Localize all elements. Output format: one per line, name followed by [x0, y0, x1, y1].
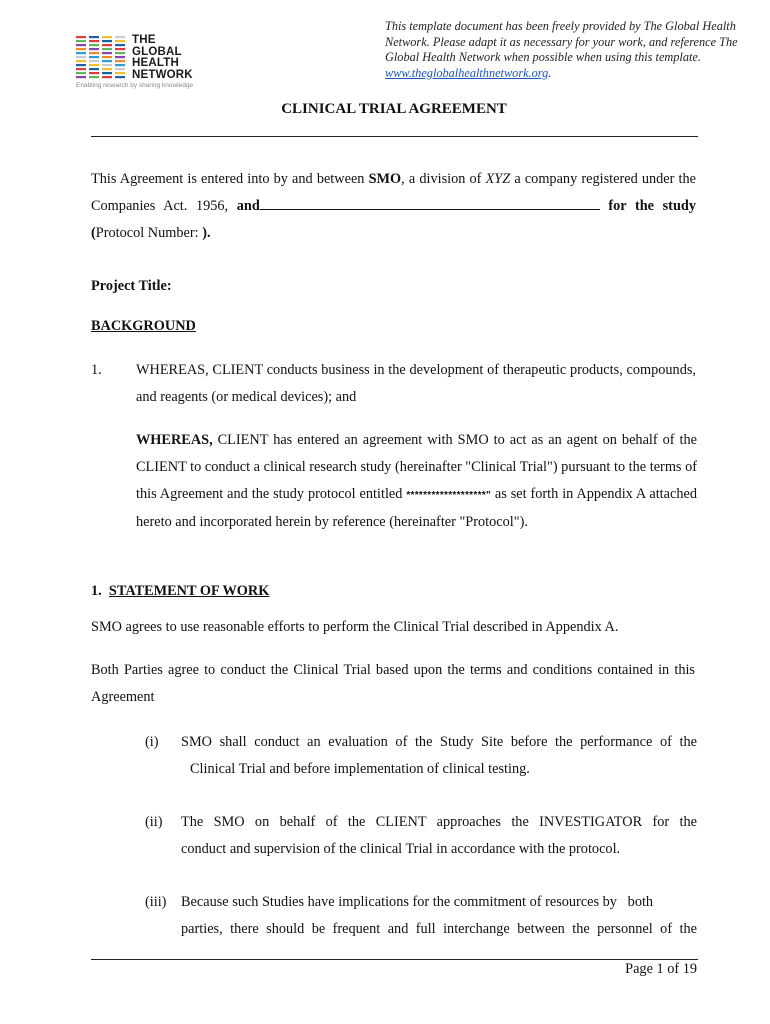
party-blank-field[interactable] [260, 197, 600, 210]
logo-grid-dash [102, 36, 112, 38]
logo-grid-dash [115, 76, 125, 78]
logo-grid-dash [115, 36, 125, 38]
logo-grid-dash [89, 48, 99, 50]
intro-text: a company registered under the Companies Act. 1956, [91, 171, 696, 214]
item-text-line: The SMO on behalf of the CLIENT approaches the INVESTIGATOR for the [181, 814, 697, 830]
logo-grid-icon [76, 36, 128, 80]
intro-paragraph [91, 166, 696, 247]
logo-grid-dash [89, 52, 99, 54]
logo-grid-dash [76, 36, 86, 38]
section-1-heading [91, 578, 269, 605]
logo-line: HEALTH [132, 57, 179, 69]
smo-name: SMO [368, 171, 402, 187]
whereas-2-paragraph [136, 427, 697, 536]
whereas-1-number: 1. [91, 362, 102, 378]
logo-line: GLOBAL [132, 45, 182, 58]
logo-grid-dash [115, 64, 125, 66]
logo-grid-dash [102, 52, 112, 54]
logo-line: NETWORK [132, 68, 193, 81]
logo-grid-dash [115, 60, 125, 62]
logo-grid-dash [76, 72, 86, 74]
page-number: Page 1 of 19 [625, 961, 697, 977]
intro-text: This Agreement is entered into by and between [91, 171, 369, 187]
item-text-line: Because such Studies have implications for the commitment of resources by both [181, 894, 654, 910]
item-number: (i) [145, 734, 159, 750]
logo-grid-dash [76, 48, 86, 50]
logo-grid-dash [89, 64, 99, 66]
logo-grid-dash [102, 44, 112, 46]
logo-grid-dash [76, 52, 86, 54]
logo-grid-dash [115, 44, 125, 46]
logo-grid-dash [89, 44, 99, 46]
global-health-network-logo [76, 34, 196, 92]
intro-end: ). [202, 225, 211, 241]
item-number: (ii) [145, 814, 163, 830]
logo-grid-dash [76, 68, 86, 70]
section-title: STATEMENT OF WORK [108, 583, 270, 599]
logo-grid-dash [76, 44, 86, 46]
logo-tagline: Enabling research by sharing knowledge [76, 82, 194, 89]
and-text: and [236, 198, 260, 214]
logo-grid-dash [89, 36, 99, 38]
xyz-name: XYZ [485, 171, 511, 187]
item-text-line: conduct and supervision of the clinical Trial in accordance with the protocol. [181, 841, 621, 857]
whereas-1-text: WHEREAS, CLIENT conducts business in the development of therapeutic products, compounds, and reagents (or medical devices); and [136, 362, 696, 405]
notice-text: This template document has been freely provided by The Global Health Network. Please adapt it as necessary for your work, and reference The Global Health Network when possible when using this template. [385, 19, 738, 64]
item-text-line: parties, there should be frequent and full interchange between the personnel of the [181, 921, 697, 937]
logo-grid-dash [89, 56, 99, 58]
logo-grid-dash [89, 60, 99, 62]
logo-grid-dash [115, 56, 125, 58]
logo-grid-dash [89, 76, 99, 78]
page-title: CLINICAL TRIAL AGREEMENT [281, 101, 507, 117]
item-text-line: SMO shall conduct an evaluation of the Study Site before the performance of the [181, 734, 697, 750]
notice-link-suffix: . [548, 65, 552, 80]
logo-grid-dash [76, 64, 86, 66]
footer-divider [91, 959, 698, 960]
title-divider [91, 136, 698, 137]
logo-grid-dash [115, 48, 125, 50]
item-number: (iii) [145, 894, 167, 910]
logo-grid-dash [115, 40, 125, 42]
logo-grid-dash [89, 68, 99, 70]
protocol-title-placeholder: *******************" [406, 490, 491, 501]
logo-grid-dash [76, 40, 86, 42]
logo-grid-dash [115, 72, 125, 74]
logo-grid-dash [102, 68, 112, 70]
logo-grid-dash [102, 76, 112, 78]
section-1-paragraph-1: SMO agrees to use reasonable efforts to perform the Clinical Trial described in Appendix A. [91, 619, 619, 635]
logo-grid-dash [115, 68, 125, 70]
logo-grid-dash [89, 72, 99, 74]
logo-grid-dash [102, 40, 112, 42]
whereas-bold: WHEREAS, [136, 432, 213, 448]
logo-grid-dash [102, 56, 112, 58]
logo-grid-dash [89, 40, 99, 42]
logo-wordmark [132, 35, 193, 81]
logo-grid-dash [102, 60, 112, 62]
network-link[interactable]: www.theglobalhealthnetwork.org [385, 65, 549, 80]
template-notice [385, 19, 755, 81]
section-1-paragraph-2: Both Parties agree to conduct the Clinical Trial based upon the terms and conditions contained in this Agreement [91, 662, 695, 705]
protocol-number-label: Protocol Number: [95, 225, 203, 241]
for-the-study-text: for the study ( [91, 198, 696, 241]
logo-grid-dash [76, 76, 86, 78]
intro-text: , a division of [401, 171, 486, 187]
whereas-2-text: CLIENT has entered an agreement with SMO to act as an agent on behalf of the CLIENT to conduct a clinical research study (hereinafter "Clinical Trial") pursuant to the terms of this Agreement and the study protocol entitled [136, 432, 697, 502]
section-number: 1. [91, 583, 102, 599]
logo-grid-dash [76, 60, 86, 62]
logo-grid-dash [115, 52, 125, 54]
logo-grid-dash [76, 56, 86, 58]
item-text-line: Clinical Trial and before implementation of clinical testing. [190, 761, 530, 777]
logo-grid-dash [102, 64, 112, 66]
project-title-label: Project Title: [91, 278, 172, 294]
logo-grid-dash [102, 48, 112, 50]
logo-line: THE [132, 34, 156, 46]
logo-grid-dash [102, 72, 112, 74]
whereas-2-text-end: as set forth in Appendix A attached hereto and incorporated herein by reference (hereinafter "Protocol"). [136, 486, 697, 530]
background-heading: BACKGROUND [91, 318, 196, 334]
